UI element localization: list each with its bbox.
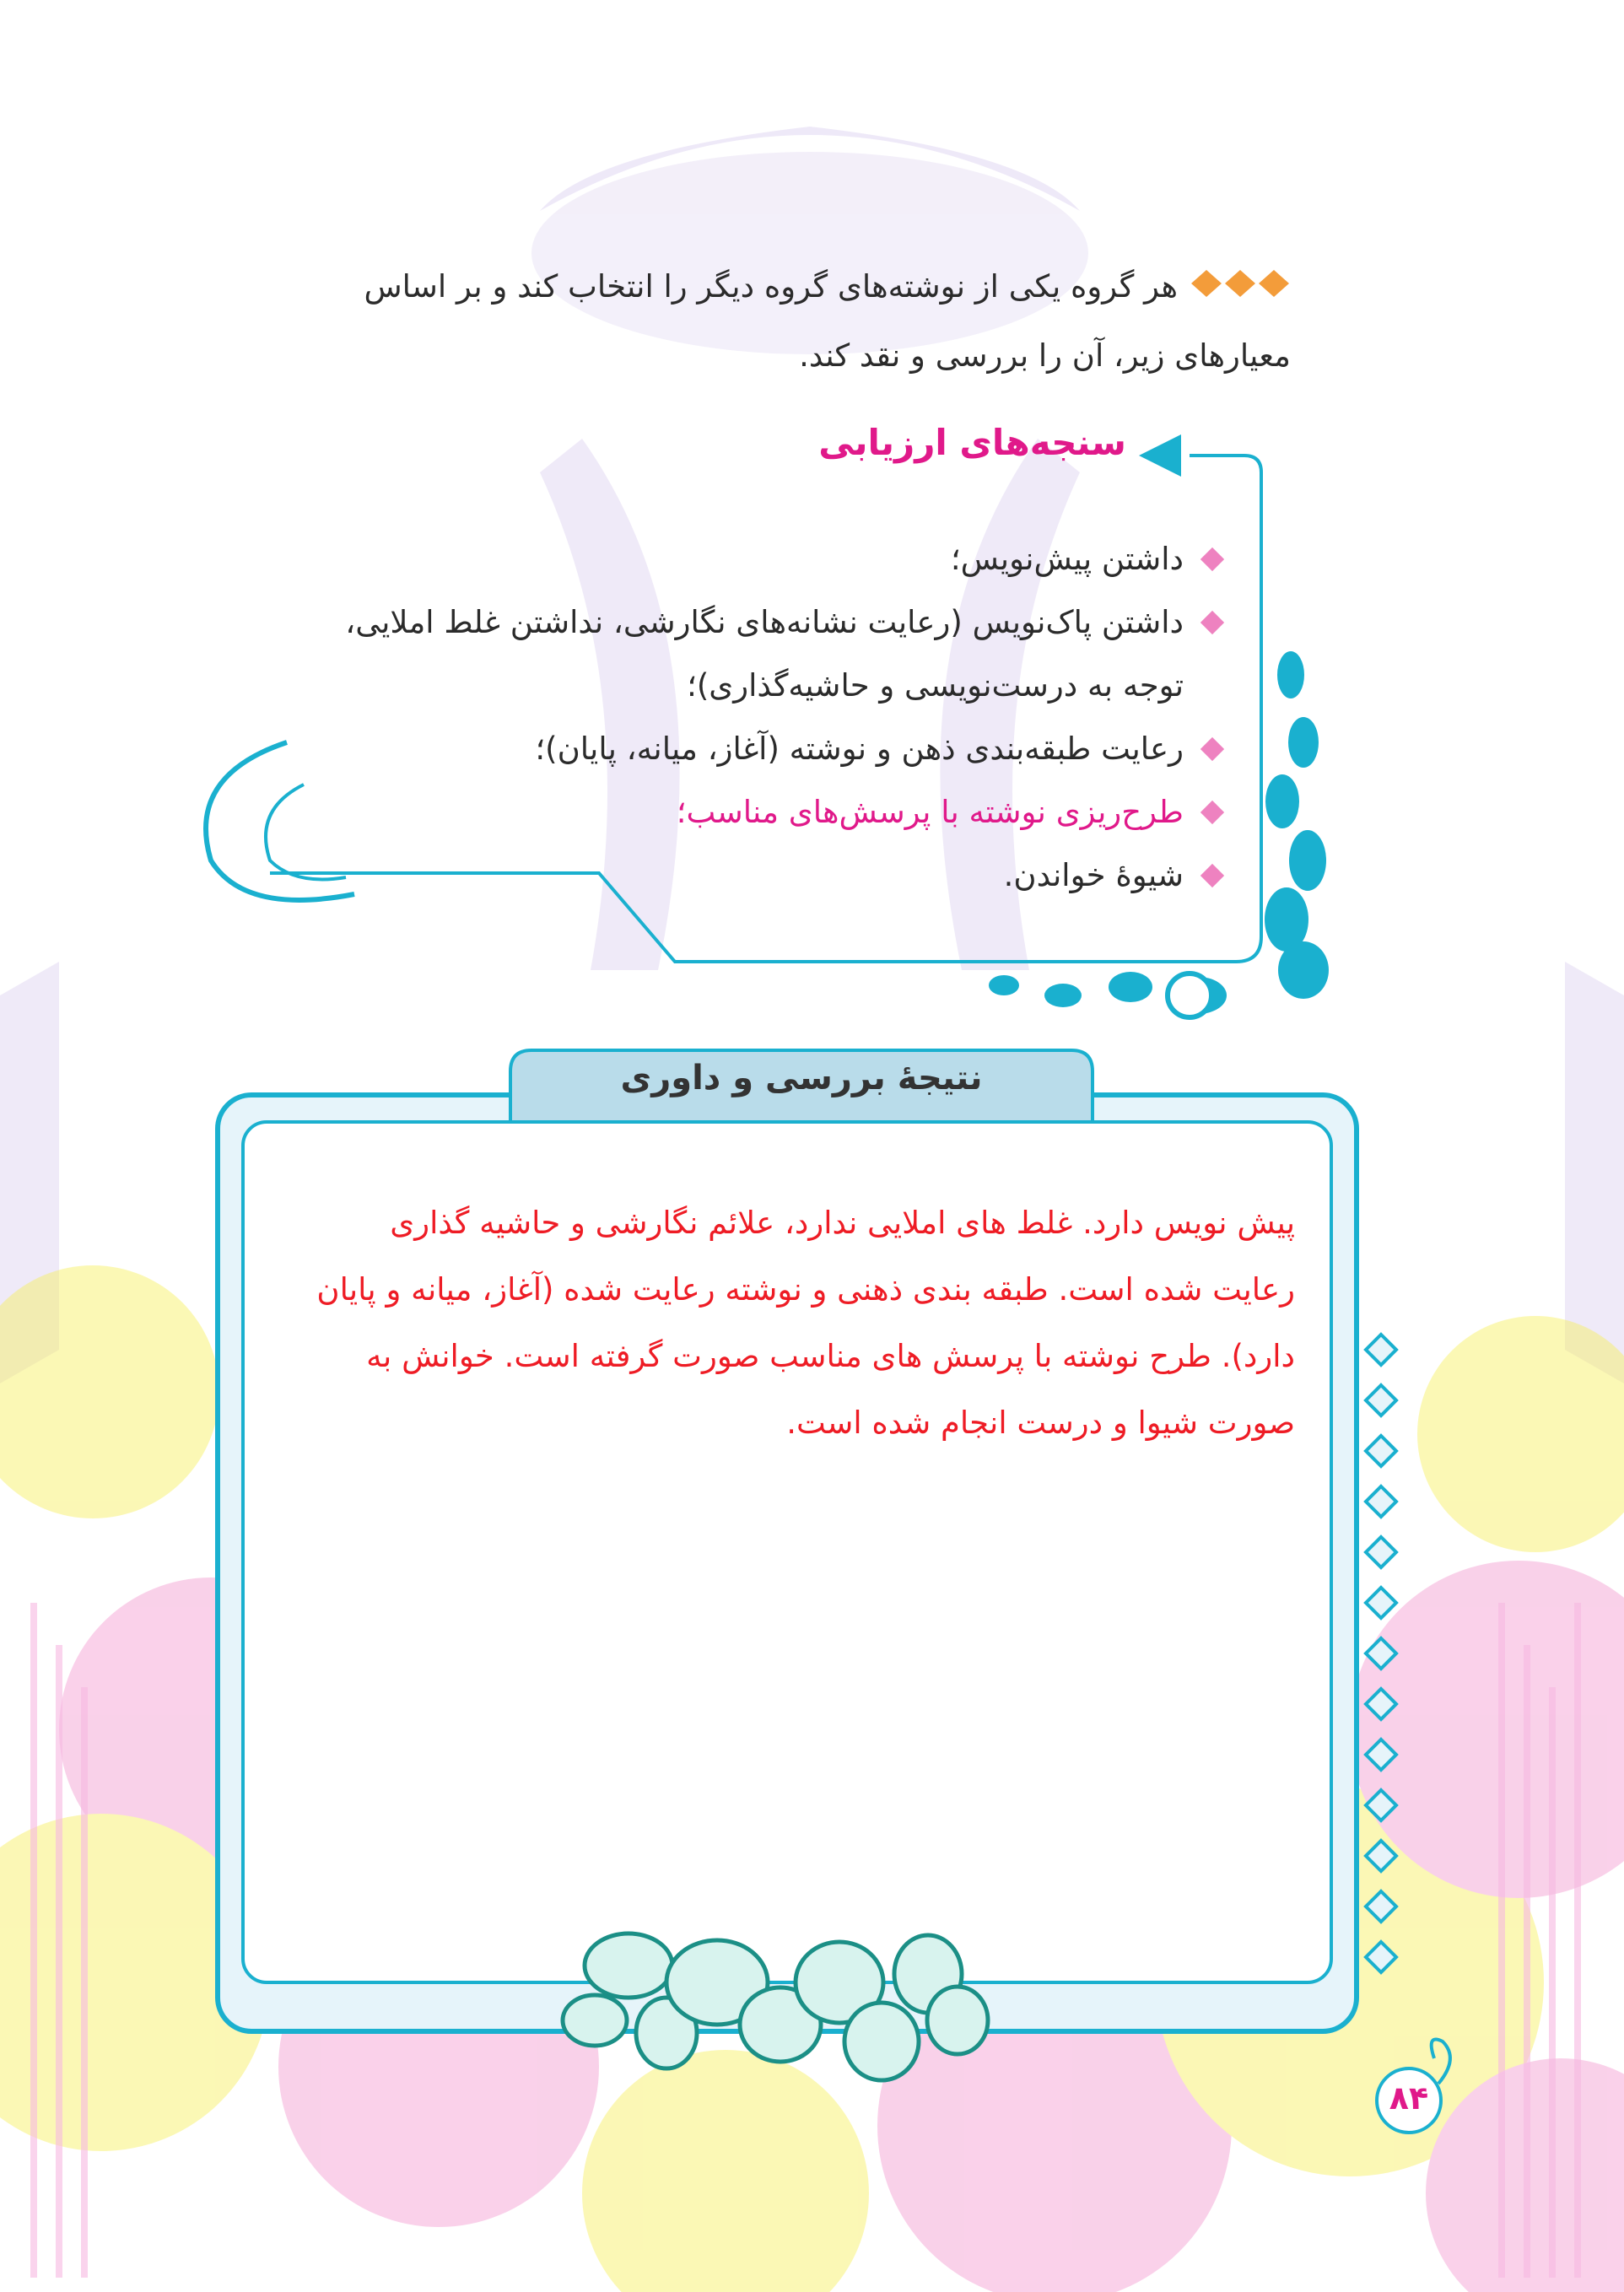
criteria-item (316, 591, 1227, 717)
pink-diamond-bullet-icon (1200, 611, 1224, 634)
page-number: ۸۴ (1389, 2079, 1429, 2117)
pink-diamond-bullet-icon (1200, 737, 1224, 761)
criteria-title: سنجه‌های ارزیابی (818, 422, 1126, 463)
criteria-item-text: رعایت طبقه‌بندی ذهن و نوشته (آغاز، میانه، پایان)؛ (535, 731, 1184, 767)
criteria-item (316, 527, 1227, 591)
pink-diamond-bullet-icon (1200, 864, 1224, 887)
criteria-list (316, 527, 1227, 907)
result-box-title: نتیجهٔ بررسی و داوری (620, 1059, 983, 1097)
intro-text: هر گروه یکی از نوشته‌های گروه دیگر را انتخاب کند و بر اساس معیارهای زیر، آن را بررسی و نقد کند. (364, 268, 1291, 374)
result-answer-text: پیش نویس دارد. غلط های املایی ندارد، علائم نگارشی و حاشیه گذاری رعایت شده است. طبقه بندی ذهنی و نوشته رعایت شده (آغاز، میانه و پایان دارد). طرح نوشته با پرسش های مناسب صورت گرفته است. خوانش به صورت شیوا و درست انجام شده است. (316, 1205, 1295, 1441)
intro-instruction (321, 253, 1291, 390)
criteria-item-text: شیوهٔ خواندن. (1003, 857, 1184, 893)
criteria-item (316, 844, 1227, 907)
criteria-item-text: داشتن پیش‌نویس؛ (950, 541, 1184, 577)
criteria-item (316, 780, 1227, 844)
criteria-item-text: طرح‌ریزی نوشته با پرسش‌های مناسب؛ (676, 794, 1184, 830)
criteria-item-text: داشتن پاک‌نویس (رعایت نشانه‌های نگارشی، نداشتن غلط املایی، توجه به درست‌نویسی و حاشیه‌گذاری)؛ (345, 604, 1184, 704)
pink-diamond-bullet-icon (1200, 547, 1224, 571)
triangle-marker-icon (1139, 434, 1181, 477)
orange-diamonds-icon (1190, 255, 1291, 322)
criteria-item (316, 717, 1227, 780)
pink-diamond-bullet-icon (1200, 801, 1224, 824)
